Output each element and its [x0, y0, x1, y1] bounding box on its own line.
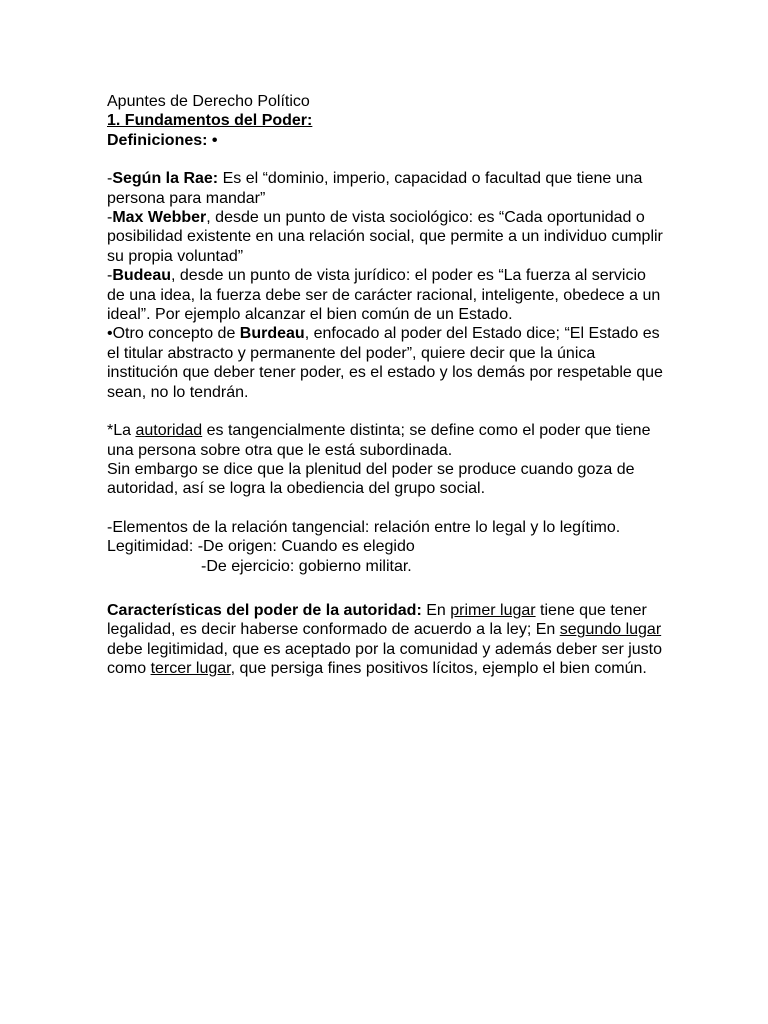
autoridad-text: es tangencialmente distinta; se define como el poder que tiene una persona sobre otra que le está subordinada. [107, 422, 651, 459]
definition-text: , enfocado al poder del Estado dice; “El Estado es el titular abstracto y permanente del poder”, quiere decir que la única institución que deber tener poder, es el estado y los demás por respetable que sean, no lo tendrán. [107, 325, 663, 401]
document-title: Apuntes de Derecho Político [107, 93, 310, 110]
caracteristicas-text: , que persiga fines positivos lícitos, ejemplo el bien común. [230, 660, 647, 678]
definition-prefix: •Otro concepto de [107, 325, 240, 343]
autoridad-paragraph [107, 421, 668, 460]
segundo-lugar-term: segundo lugar [559, 621, 662, 639]
definition-text: , desde un punto de vista sociológico: es “Cada oportunidad o posibilidad existente en una relación social, que permite a un individuo cumplir su propia voluntad” [107, 209, 663, 265]
elementos-paragraph: -Elementos de la relación tangencial: relación entre lo legal y lo legítimo. [107, 518, 621, 536]
caracteristicas-paragraph [107, 601, 668, 679]
legitimidad-line-2: -De ejercicio: gobierno militar. [201, 557, 412, 575]
autoridad-prefix: *La [107, 422, 136, 440]
definition-prefix: - [107, 170, 113, 188]
definitions-block [107, 169, 668, 402]
plenitud-paragraph: Sin embargo se dice que la plenitud del poder se produce cuando goza de autoridad, así se logra la obediencia del grupo social. [107, 460, 635, 498]
definition-budeau [107, 266, 668, 324]
legitimidad-line-1: Legitimidad: -De origen: Cuando es elegido [107, 538, 415, 556]
definition-text: Es el “dominio, imperio, capacidad o facultad que tiene una persona para mandar” [107, 170, 643, 207]
definition-weber [107, 208, 668, 266]
section-heading: 1. Fundamentos del Poder: [107, 112, 313, 130]
definiciones-heading: Definiciones: • [107, 131, 218, 149]
definition-prefix: - [107, 267, 113, 285]
definition-rae [107, 169, 668, 208]
caracteristicas-text: tiene que tener legalidad, es decir haberse conformado de acuerdo a la ley; En [107, 601, 647, 639]
autoridad-term: autoridad [135, 422, 203, 440]
definition-text: , desde un punto de vista jurídico: el poder es “La fuerza al servicio de una idea, la fuerza debe ser de carácter racional, inteligente, obedece a un ideal”. Por ejemplo alcanzar el bien común de un Estado. [107, 267, 661, 324]
definition-prefix: - [107, 209, 113, 227]
tercer-lugar-term: tercer lugar [150, 660, 231, 678]
definition-author: Budeau [112, 267, 171, 285]
primer-lugar-term: primer lugar [450, 601, 536, 619]
definition-author: Max Webber [112, 209, 207, 227]
definition-author: Burdeau [239, 325, 305, 343]
elementos-block [107, 518, 668, 576]
caracteristicas-block [107, 601, 668, 679]
caracteristicas-text: En [421, 601, 451, 619]
autoridad-block [107, 421, 668, 499]
caracteristicas-text: debe legitimidad, que es aceptado por la comunidad y además deber ser justo como [107, 640, 663, 678]
definition-burdeau [107, 324, 668, 402]
caracteristicas-heading: Características del poder de la autoridad: [107, 601, 422, 619]
definition-author: Según la Rae: [112, 170, 219, 188]
